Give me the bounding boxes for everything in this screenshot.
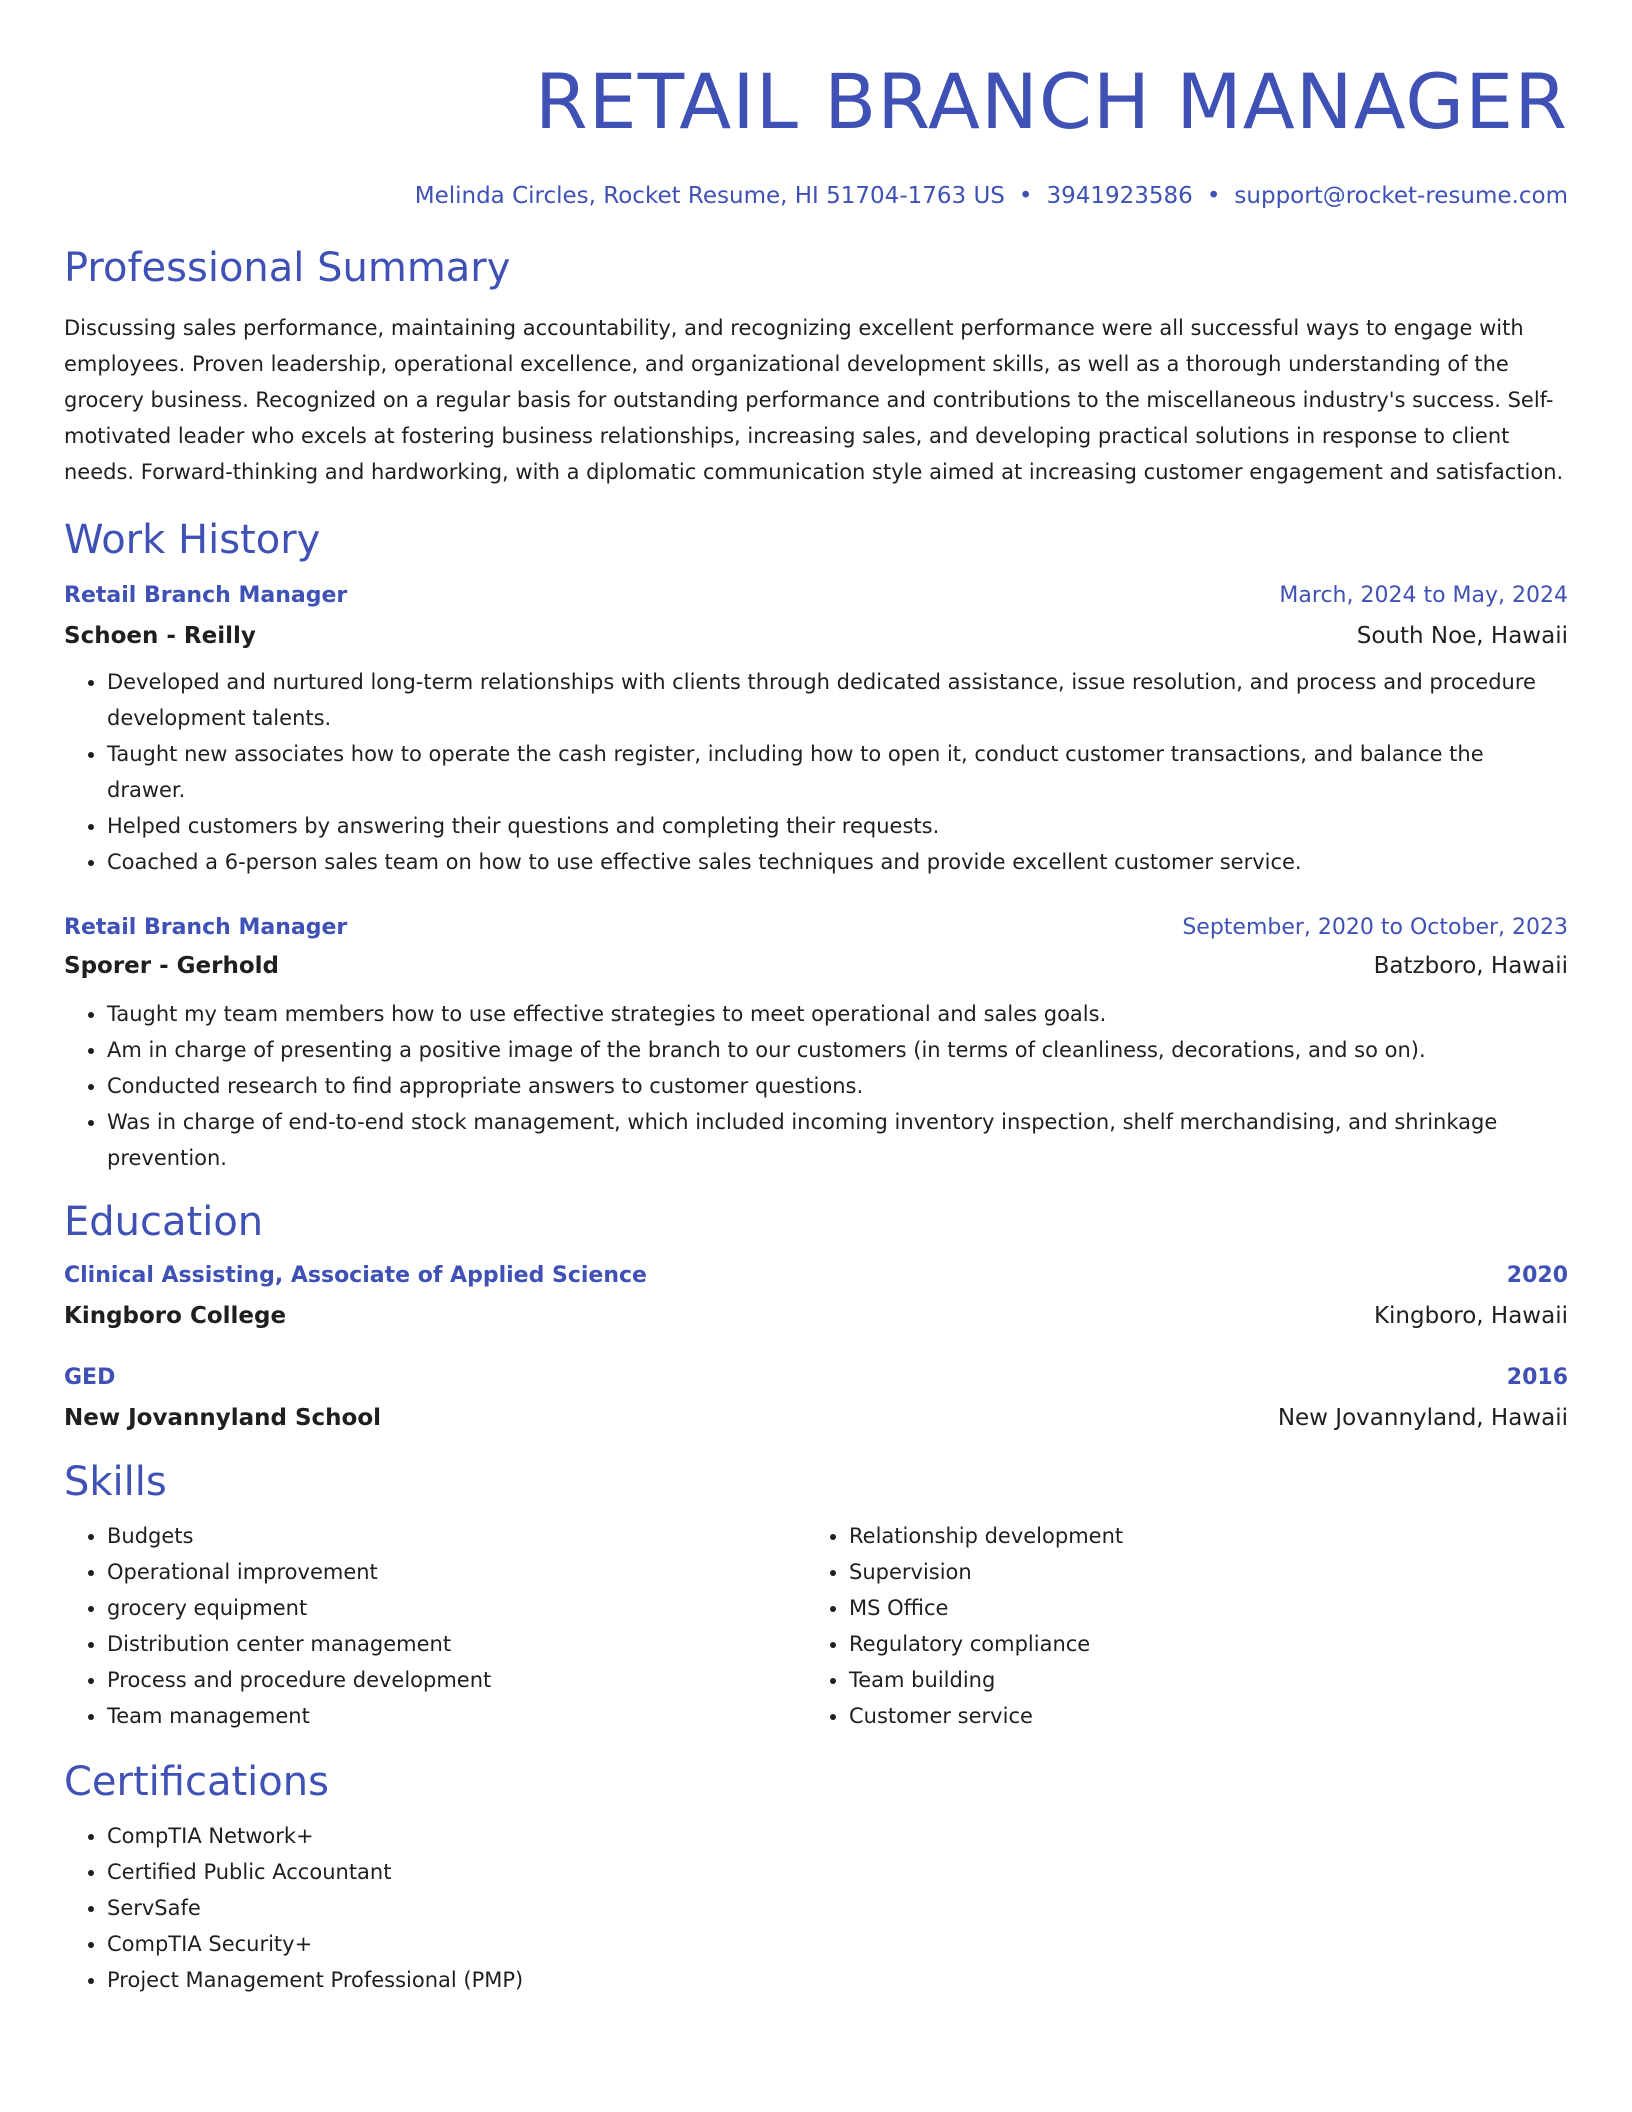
skill-item: • grocery equipment: [107, 1590, 806, 1626]
certification-item: • Project Management Professional (PMP): [107, 1962, 1568, 1998]
job-bullet: • Am in charge of presenting a positive image of the branch to our customers (in terms of cleanliness, decorations, and so on).: [107, 1032, 1568, 1068]
contact-phone[interactable]: 3941923586: [1046, 183, 1193, 209]
job-bullet: • Taught my team members how to use effective strategies to meet operational and sales goals.: [107, 996, 1568, 1032]
education-school: Kingboro College: [64, 1303, 287, 1329]
skills-column-right: [806, 1518, 1548, 1734]
certifications-section: [64, 1756, 1568, 1998]
job-title: Retail Branch Manager: [64, 583, 348, 608]
skills-column-left: [64, 1518, 806, 1734]
contact-separator: •: [1018, 183, 1033, 209]
skill-item: • Distribution center management: [107, 1626, 806, 1662]
skill-item: • Operational improvement: [107, 1554, 806, 1590]
summary-heading: Professional Summary: [64, 245, 511, 291]
skills-columns: [64, 1518, 1568, 1734]
job-bullet: • Conducted research to find appropriate answers to customer questions.: [107, 1068, 1568, 1104]
education-location: New Jovannyland, Hawaii: [1277, 1405, 1568, 1431]
job-location: South Noe, Hawaii: [1356, 623, 1568, 649]
education-heading: Education: [64, 1199, 264, 1245]
job-entry: [64, 580, 1568, 880]
contact-line: [64, 180, 1568, 212]
skill-item: • Supervision: [849, 1554, 1548, 1590]
job-bullets: [64, 664, 1568, 880]
skill-item: • MS Office: [849, 1590, 1548, 1626]
skills-list: [806, 1518, 1548, 1734]
job-bullet: • Was in charge of end-to-end stock management, which included incoming inventory inspection, shelf merchandising, and shrinkage prevention.: [107, 1104, 1568, 1176]
skill-item: • Relationship development: [849, 1518, 1548, 1554]
skills-section: [64, 1456, 1568, 1734]
education-degree: Clinical Assisting, Associate of Applied Science: [64, 1263, 647, 1288]
education-entry: [64, 1362, 1568, 1434]
certifications-list: [64, 1818, 1568, 1998]
certification-item: • Certified Public Accountant: [107, 1854, 1568, 1890]
skill-item: • Customer service: [849, 1698, 1548, 1734]
job-bullet: • Helped customers by answering their questions and completing their requests.: [107, 808, 1568, 844]
education-year: 2020: [1506, 1263, 1568, 1288]
job-bullet: • Developed and nurtured long-term relationships with clients through dedicated assistance, issue resolution, and process and procedure development talents.: [107, 664, 1568, 736]
education-school: New Jovannyland School: [64, 1405, 382, 1431]
job-location: Batzboro, Hawaii: [1373, 953, 1568, 979]
resume-page: [64, 0, 1568, 1998]
education-degree: GED: [64, 1365, 116, 1390]
contact-email[interactable]: support@rocket-resume.com: [1234, 183, 1568, 209]
summary-section: [64, 242, 1568, 490]
skill-item: • Team building: [849, 1662, 1548, 1698]
skill-item: • Budgets: [107, 1518, 806, 1554]
job-company: Sporer - Gerhold: [64, 953, 280, 979]
education-location: Kingboro, Hawaii: [1373, 1303, 1568, 1329]
resume-title: RETAIL BRANCH MANAGER: [534, 57, 1568, 146]
job-dates: September, 2020 to October, 2023: [1182, 915, 1568, 940]
work-history-section: [64, 514, 1568, 1176]
job-bullets: [64, 996, 1568, 1176]
certification-item: • CompTIA Network+: [107, 1818, 1568, 1854]
education-section: [64, 1196, 1568, 1434]
contact-address: Melinda Circles, Rocket Resume, HI 51704-1763 US: [414, 183, 1005, 209]
skill-item: • Regulatory compliance: [849, 1626, 1548, 1662]
education-year: 2016: [1506, 1365, 1568, 1390]
contact-separator: •: [1206, 183, 1221, 209]
summary-text: Discussing sales performance, maintaining accountability, and recognizing excellent performance were all successful ways to engage with employees. Proven leadership, operational excellence, and organizational development skills, as well as a thorough understanding of the grocery business. Recognized on a regular basis for outstanding performance and contributions to the miscellaneous industry's success. Self-motivated leader who excels at fostering business relationships, increasing sales, and developing practical solutions in response to client needs. Forward-thinking and hardworking, with a diplomatic communication style aimed at increasing customer engagement and satisfaction.: [64, 316, 1564, 484]
job-dates: March, 2024 to May, 2024: [1279, 583, 1568, 608]
certification-item: • ServSafe: [107, 1890, 1568, 1926]
education-entry: [64, 1260, 1568, 1332]
skill-item: • Process and procedure development: [107, 1662, 806, 1698]
work-history-heading: Work History: [64, 517, 321, 563]
certifications-heading: Certifications: [64, 1759, 329, 1805]
skills-list: [64, 1518, 806, 1734]
job-entry: [64, 912, 1568, 1176]
job-company: Schoen - Reilly: [64, 623, 256, 649]
job-bullet: • Coached a 6-person sales team on how to use effective sales techniques and provide excellent customer service.: [107, 844, 1568, 880]
skill-item: • Team management: [107, 1698, 806, 1734]
certification-item: • CompTIA Security+: [107, 1926, 1568, 1962]
job-bullet: • Taught new associates how to operate the cash register, including how to open it, conduct customer transactions, and balance the drawer.: [107, 736, 1568, 808]
skills-heading: Skills: [64, 1459, 167, 1505]
job-title: Retail Branch Manager: [64, 915, 348, 940]
